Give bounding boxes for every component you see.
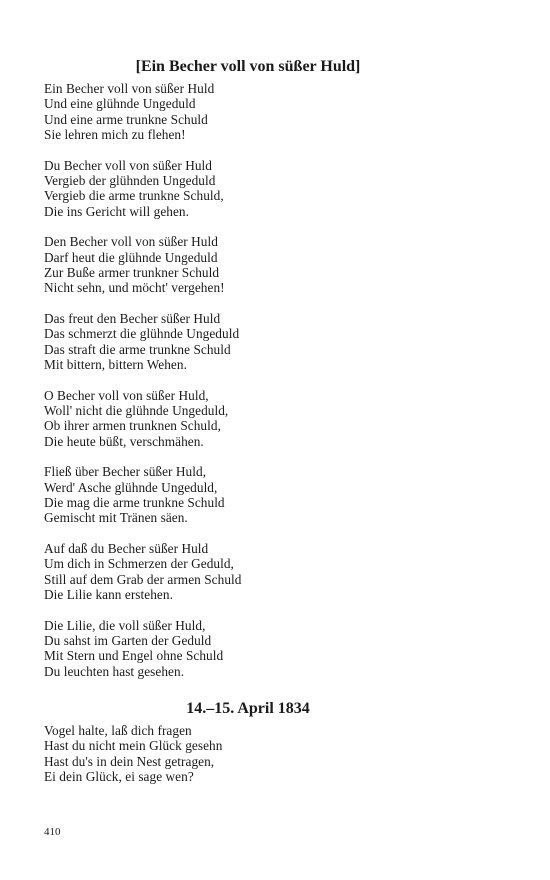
verse-line: Werd' Asche glühnde Ungeduld, [44, 479, 218, 495]
poem-title: [Ein Becher voll von süßer Huld] [135, 58, 361, 75]
verse-line: Sie lehren mich zu flehen! [44, 126, 186, 142]
verse-line: Du leuchten hast gesehen. [44, 663, 185, 679]
verse-line: Das schmerzt die glühnde Ungeduld [44, 326, 240, 342]
verse-line: Du Becher voll von süßer Huld [44, 157, 212, 173]
page-number: 410 [44, 826, 61, 838]
verse-line: Ein Becher voll von süßer Huld [44, 81, 215, 96]
verse-line: Mit Stern und Engel ohne Schuld [44, 648, 224, 664]
poem-body-second [44, 723, 222, 800]
verse-line: Die mag die arme trunkne Schuld [44, 495, 225, 511]
verse-line: Nicht sehn, und möcht' vergehen! [44, 280, 225, 296]
verse-line: Um dich in Schmerzen der Geduld, [44, 556, 234, 572]
verse-line: Und eine glühnde Ungeduld [44, 96, 196, 112]
poem-body [44, 81, 241, 695]
verse-line: Die Lilie kann erstehen. [44, 587, 173, 603]
verse-line: Ob ihrer armen trunknen Schuld, [44, 418, 221, 434]
verse-line: Still auf dem Grab der armen Schuld [44, 571, 242, 587]
verse-line: Vergieb der glühnden Ungeduld [44, 172, 216, 188]
verse-line: Das straft die arme trunkne Schuld [44, 341, 231, 357]
verse-line: Das freut den Becher süßer Huld [44, 311, 221, 327]
stanza [44, 234, 241, 295]
verse-line: Fließ über Becher süßer Huld, [44, 464, 207, 480]
verse-line: Zur Buße armer trunkner Schuld [44, 264, 220, 280]
verse-line: Woll' nicht die glühnde Ungeduld, [44, 403, 229, 419]
verse-line: Auf daß du Becher süßer Huld [44, 541, 209, 557]
stanza [44, 541, 241, 602]
stanza [44, 723, 222, 784]
section-heading-date: 14.–15. April 1834 [186, 700, 310, 717]
verse-line: Hast du nicht mein Glück gesehn [44, 738, 223, 754]
verse-line: Die Lilie, die voll süßer Huld, [44, 617, 206, 633]
verse-line: Hast du's in dein Nest getragen, [44, 753, 215, 769]
verse-line: Und eine arme trunkne Schuld [44, 111, 208, 127]
stanza [44, 81, 241, 142]
verse-line: Vogel halte, laß dich fragen [44, 723, 192, 738]
verse-line: Darf heut die glühnde Ungeduld [44, 249, 218, 265]
verse-line: Den Becher voll von süßer Huld [44, 234, 218, 250]
verse-line: Vergieb die arme trunkne Schuld, [44, 188, 224, 204]
stanza [44, 618, 241, 679]
stanza [44, 158, 241, 219]
verse-line: Die heute büßt, verschmähen. [44, 433, 204, 449]
stanza [44, 311, 241, 372]
verse-line: Ei dein Glück, ei sage wen? [44, 768, 194, 784]
verse-line: Du sahst im Garten der Geduld [44, 633, 212, 649]
stanza [44, 464, 241, 525]
verse-line: O Becher voll von süßer Huld, [44, 387, 209, 403]
stanza [44, 388, 241, 449]
verse-line: Gemischt mit Tränen säen. [44, 510, 188, 526]
verse-line: Die ins Gericht will gehen. [44, 203, 189, 219]
verse-line: Mit bittern, bittern Wehen. [44, 356, 187, 372]
